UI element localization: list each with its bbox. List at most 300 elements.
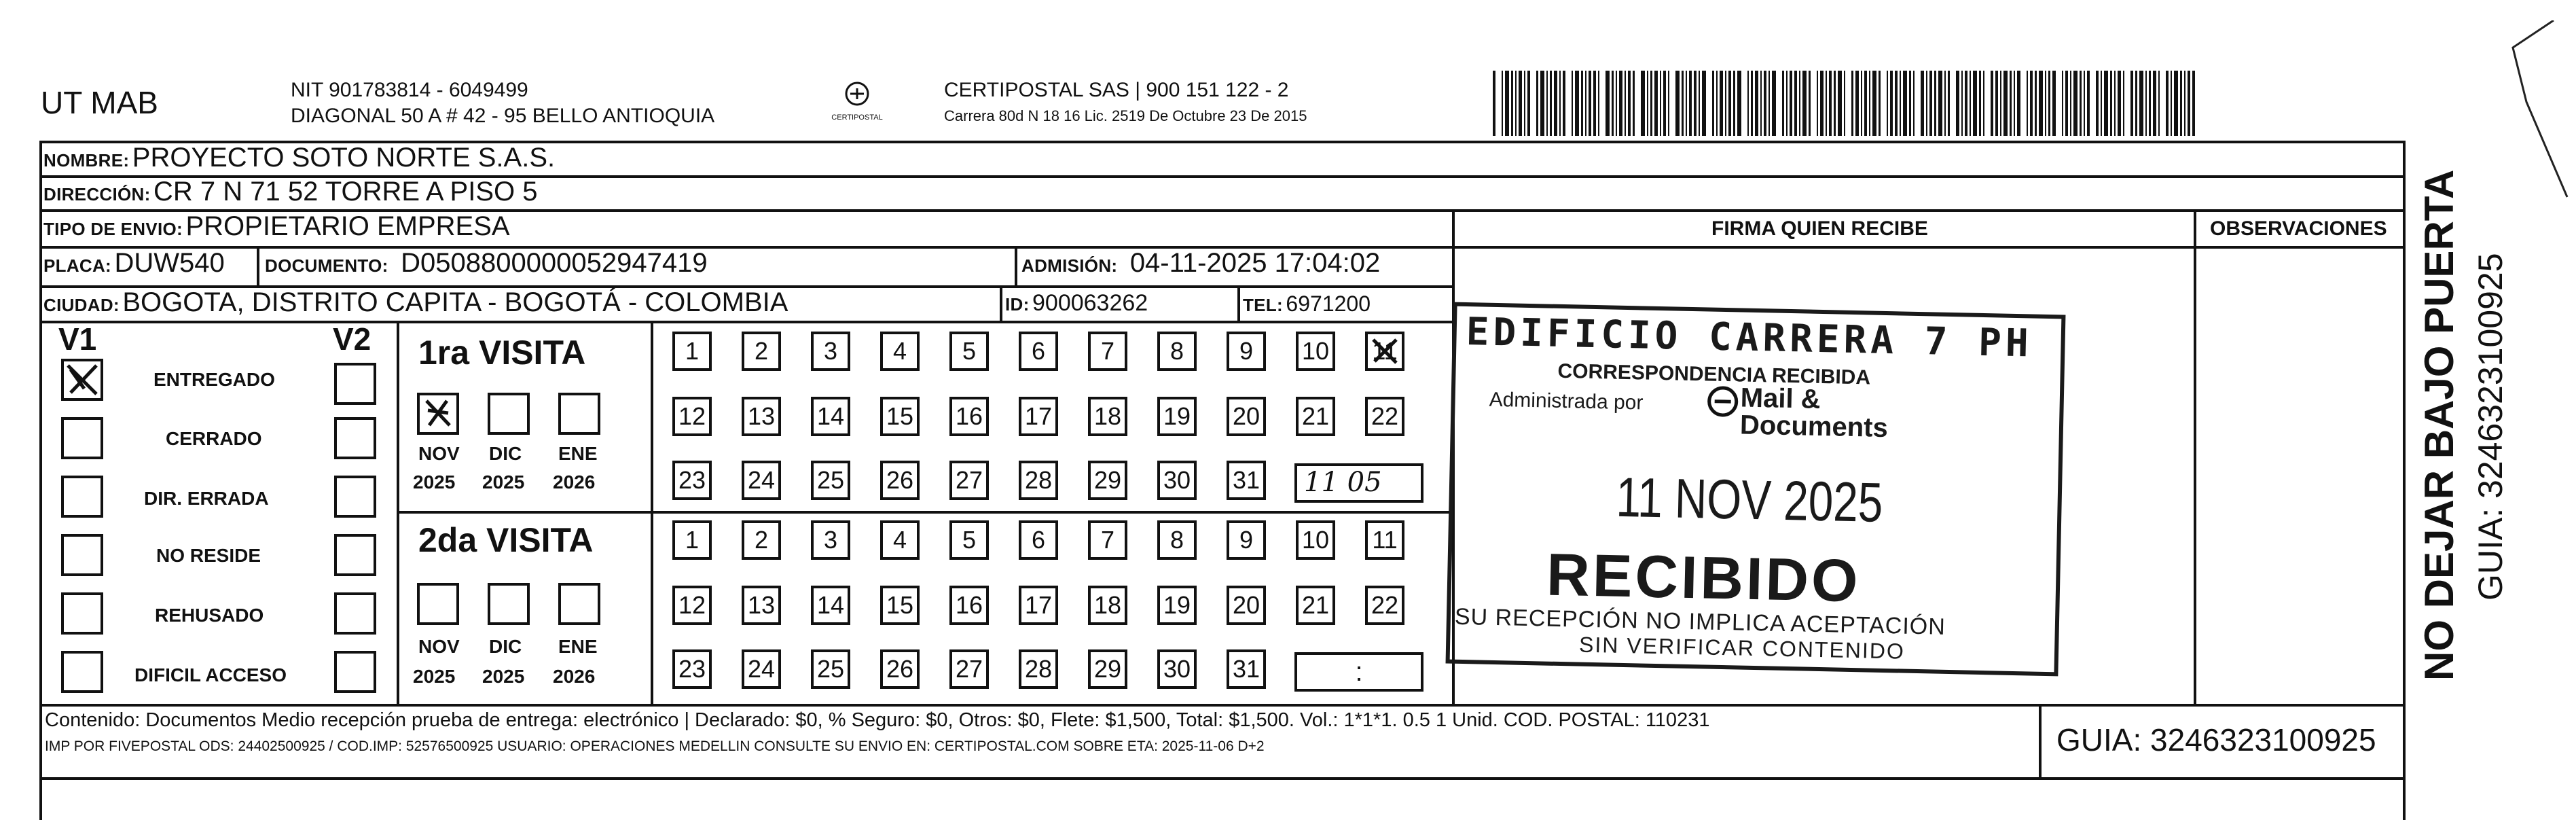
barcode-bar (2171, 71, 2172, 136)
barcode-bar (1554, 71, 1557, 136)
first-visit-title: 1ra VISITA (418, 334, 586, 372)
divider (39, 141, 42, 820)
second-visit-day-18[interactable]: 18 (1088, 586, 1127, 625)
id-value: 900063262 (1032, 290, 1148, 316)
barcode-bar (1728, 71, 1731, 136)
second-visit-day-1[interactable]: 1 (672, 520, 712, 560)
barcode-bar (1970, 71, 1971, 136)
second-visit-day-12[interactable]: 12 (672, 586, 712, 625)
second-visit-day-25[interactable]: 25 (811, 649, 850, 689)
stamp-admin: Administrada por (1489, 388, 1644, 414)
barcode-bar (1493, 71, 1495, 136)
certipostal-logo (823, 79, 891, 126)
barcode-bar (2101, 71, 2102, 136)
barcode-bar (2123, 71, 2124, 136)
first-visit-day-16[interactable]: 16 (949, 397, 989, 436)
barcode-bar (2087, 71, 2090, 136)
barcode-bar (1628, 71, 1631, 136)
barcode-bar (2153, 71, 2156, 136)
barcode-bar (1606, 71, 1610, 136)
barcode-bar (2070, 71, 2071, 136)
barcode-bar (1786, 71, 1788, 136)
barcode-bar (1956, 71, 1959, 136)
divider (397, 511, 1453, 514)
first-visit-day-9[interactable]: 9 (1227, 332, 1266, 371)
tipo-envio-row (43, 213, 510, 240)
second-visit-year-dic: 2025 (482, 666, 525, 687)
v2-checkbox-rehusado[interactable] (334, 592, 376, 635)
id-row (1005, 291, 1148, 315)
nombre-value: PROYECTO SOTO NORTE S.A.S. (132, 143, 556, 173)
v1-checkbox-entregado[interactable] (61, 359, 103, 401)
torn-edge-icon (2499, 20, 2575, 245)
barcode-bar (1973, 71, 1977, 136)
barcode-bar (1575, 71, 1579, 136)
barcode-bar (2017, 71, 2020, 136)
barcode-bar (1654, 71, 1658, 136)
barcode-bar (1585, 71, 1586, 136)
first-visit-month-ene-box[interactable] (558, 393, 600, 435)
tel-value: 6971200 (1286, 291, 1371, 316)
barcode-bar (1991, 71, 1993, 136)
barcode-bar (2188, 71, 2190, 136)
barcode-bar (1550, 71, 1552, 136)
first-visit-day-29[interactable]: 29 (1088, 461, 1127, 500)
reception-stamp (1446, 302, 2066, 677)
second-visit-day-28[interactable]: 28 (1019, 649, 1058, 689)
tipo-envio-label: TIPO DE ENVIO: (43, 219, 183, 239)
barcode-bar (1961, 71, 1963, 136)
status-entregado: ENTREGADO (153, 369, 275, 390)
tel-label: TEL: (1243, 295, 1283, 315)
second-visit-month-nov-box[interactable] (417, 583, 459, 625)
documento-row (265, 249, 708, 277)
barcode-bar (2084, 71, 2085, 136)
barcode-bar (2000, 71, 2001, 136)
barcode-bar (1733, 71, 1735, 136)
barcode-bar (1934, 71, 1936, 136)
barcode-bar (1737, 71, 1741, 136)
ciudad-label: CIUDAD: (43, 295, 120, 315)
second-visit-day-5[interactable]: 5 (949, 520, 989, 560)
barcode (1493, 71, 2213, 136)
barcode-bar (2003, 71, 2008, 136)
barcode-bar (1650, 71, 1652, 136)
first-visit-day-27[interactable]: 27 (949, 461, 989, 500)
first-visit-day-1[interactable]: 1 (672, 332, 712, 371)
first-visit-year-ene: 2026 (553, 471, 596, 493)
barcode-bar (1782, 71, 1784, 136)
second-visit-day-8[interactable]: 8 (1157, 520, 1197, 560)
barcode-bar (1519, 71, 1522, 136)
first-visit-month-nov: NOV (418, 443, 460, 464)
barcode-bar (1747, 71, 1749, 136)
sender-name: UT MAB (41, 85, 158, 120)
stamp-note1: SU RECEPCIÓN NO IMPLICA ACEPTACIÓN (1454, 603, 1946, 640)
first-visit-year-nov: 2025 (413, 471, 456, 493)
barcode-bar (1844, 71, 1845, 136)
stamp-brand-line1: Mail & (1740, 382, 1821, 414)
second-visit-day-21[interactable]: 21 (1296, 586, 1335, 625)
second-visit-month-ene-box[interactable] (558, 583, 600, 625)
second-visit-day-19[interactable]: 19 (1157, 586, 1197, 625)
barcode-bar (1760, 71, 1762, 136)
first-visit-month-dic-box[interactable] (488, 393, 530, 435)
barcode-bar (1895, 71, 1898, 136)
second-visit-day-11[interactable]: 11 (1365, 520, 1404, 560)
barcode-bar (1625, 71, 1626, 136)
barcode-bar (1938, 71, 1942, 136)
barcode-bar (1948, 71, 1950, 136)
barcode-bar (1720, 71, 1723, 136)
barcode-bar (1619, 71, 1622, 136)
v1-checkbox-dificil-acceso[interactable] (61, 651, 103, 693)
nombre-row (43, 144, 555, 171)
second-visit-day-29[interactable]: 29 (1088, 649, 1127, 689)
barcode-bar (2110, 71, 2112, 136)
footer-imp: IMP POR FIVEPOSTAL ODS: 24402500925 / COD.IMP: 52576500925 USUARIO: OPERACIONES MEDELLIN CONSULTE SU ENVIO EN: CERTIPOSTAL.COM SOBRE ETA: 2025-11-06 D+2 (45, 738, 1265, 754)
divider (2403, 141, 2406, 820)
barcode-bar (1909, 71, 1911, 136)
barcode-bar (1716, 71, 1718, 136)
first-visit-day-22[interactable]: 22 (1365, 397, 1404, 436)
first-visit-day-2[interactable]: 2 (742, 332, 781, 371)
first-visit-day-24[interactable]: 24 (742, 461, 781, 500)
first-visit-day-11[interactable]: 11 (1365, 332, 1404, 371)
barcode-bar (1689, 71, 1692, 136)
barcode-bar (2073, 71, 2078, 136)
divider (1000, 285, 1002, 321)
second-visit-month-nov: NOV (418, 636, 460, 657)
first-visit-day-3[interactable]: 3 (811, 332, 850, 371)
stamp-recibido: RECIBIDO (1546, 540, 1862, 615)
second-visit-month-dic: DIC (489, 636, 522, 657)
second-visit-time-box[interactable]: : (1294, 652, 1423, 692)
barcode-bar (1686, 71, 1687, 136)
barcode-bar (1820, 71, 1824, 136)
second-visit-day-2[interactable]: 2 (742, 520, 781, 560)
stamp-building: EDIFICIO CARRERA 7 PH (1466, 310, 2033, 366)
barcode-bar (2158, 71, 2160, 136)
barcode-bar (2118, 71, 2121, 136)
barcode-bar (2184, 71, 2185, 136)
second-visit-day-26[interactable]: 26 (880, 649, 920, 689)
barcode-bar (2048, 71, 2050, 136)
first-visit-day-17[interactable]: 17 (1019, 397, 1058, 436)
barcode-bar (2080, 71, 2082, 136)
barcode-bar (1855, 71, 1859, 136)
first-visit-day-5[interactable]: 5 (949, 332, 989, 371)
divider (39, 704, 2406, 707)
barcode-bar (1768, 71, 1770, 136)
admision-row (1021, 249, 1380, 277)
first-visit-day-30[interactable]: 30 (1157, 461, 1197, 500)
barcode-bar (1589, 71, 1591, 136)
v1-checkbox-dir-errada[interactable] (61, 476, 103, 518)
v2-checkbox-entregado[interactable] (334, 363, 376, 405)
first-visit-day-21[interactable]: 21 (1296, 397, 1335, 436)
status-cerrado: CERRADO (166, 428, 262, 449)
logo-text: CERTIPOSTAL (831, 113, 883, 122)
barcode-bar (1890, 71, 1893, 136)
divider (39, 321, 1453, 323)
barcode-bar (1879, 71, 1881, 136)
first-visit-year-dic: 2025 (482, 471, 525, 493)
divider (2039, 704, 2042, 780)
first-visit-month-nov-box[interactable] (417, 393, 459, 435)
barcode-bar (1900, 71, 1901, 136)
barcode-bar (1921, 71, 1924, 136)
barcode-bar (1660, 71, 1661, 136)
barcode-bar (1826, 71, 1827, 136)
barcode-bar (1702, 71, 1706, 136)
barcode-bar (2045, 71, 2046, 136)
v2-checkbox-dir-errada[interactable] (334, 476, 376, 518)
barcode-bar (1851, 71, 1853, 136)
direccion-value: CR 7 N 71 52 TORRE A PISO 5 (153, 177, 538, 207)
first-visit-day-12[interactable]: 12 (672, 397, 712, 436)
divider (2194, 209, 2196, 704)
barcode-bar (1725, 71, 1726, 136)
first-visit-day-23[interactable]: 23 (672, 461, 712, 500)
v2-label: V2 (333, 321, 371, 357)
tipo-envio-value: PROPIETARIO EMPRESA (185, 211, 510, 241)
barcode-bar (1612, 71, 1614, 136)
barcode-bar (1515, 71, 1517, 136)
barcode-bar (1536, 71, 1538, 136)
barcode-bar (2174, 71, 2178, 136)
barcode-bar (1764, 71, 1766, 136)
admision-value: 04-11-2025 17:04:02 (1129, 248, 1381, 278)
v2-checkbox-dificil-acceso[interactable] (334, 651, 376, 693)
barcode-bar (2065, 71, 2068, 136)
barcode-bar (1913, 71, 1915, 136)
v2-checkbox-cerrado[interactable] (334, 417, 376, 459)
first-visit-time-box[interactable] (1294, 463, 1423, 503)
barcode-bar (1802, 71, 1807, 136)
first-visit-day-8[interactable]: 8 (1157, 332, 1197, 371)
barcode-bar (1559, 71, 1561, 136)
barcode-bar (2192, 71, 2195, 136)
second-visit-day-31[interactable]: 31 (1227, 649, 1266, 689)
second-visit-day-27[interactable]: 27 (949, 649, 989, 689)
v1-checkbox-rehusado[interactable] (61, 592, 103, 635)
barcode-bar (1581, 71, 1583, 136)
stamp-date: 11 NOV 2025 (1615, 466, 1884, 534)
barcode-bar (1712, 71, 1714, 136)
check-mark-icon (64, 361, 101, 398)
barcode-bar (1772, 71, 1776, 136)
second-visit-day-23[interactable]: 23 (672, 649, 712, 689)
barcode-bar (1944, 71, 1946, 136)
barcode-bar (1572, 71, 1573, 136)
first-visit-day-31[interactable]: 31 (1227, 461, 1266, 500)
second-visit-day-20[interactable]: 20 (1227, 586, 1266, 625)
barcode-bar (1527, 71, 1530, 136)
barcode-bar (1755, 71, 1758, 136)
stamp-brand-line2: Documents (1739, 410, 1889, 444)
admision-label: ADMISIÓN: (1021, 255, 1118, 276)
barcode-bar (1829, 71, 1832, 136)
direccion-row (43, 178, 537, 205)
second-visit-day-14[interactable]: 14 (811, 586, 850, 625)
barcode-bar (1926, 71, 1927, 136)
placa-label: PLACA: (43, 255, 112, 276)
ciudad-row (43, 289, 788, 316)
second-visit-day-4[interactable]: 4 (880, 520, 920, 560)
id-label: ID: (1005, 294, 1030, 315)
barcode-bar (1751, 71, 1753, 136)
first-visit-day-14[interactable]: 14 (811, 397, 850, 436)
second-visit-day-15[interactable]: 15 (880, 586, 920, 625)
second-visit-day-22[interactable]: 22 (1365, 586, 1404, 625)
barcode-bar (1983, 71, 1984, 136)
second-visit-day-9[interactable]: 9 (1227, 520, 1266, 560)
barcode-bar (1790, 71, 1792, 136)
barcode-bar (1799, 71, 1800, 136)
barcode-bar (1794, 71, 1797, 136)
divider (39, 777, 2406, 780)
sender-address: DIAGONAL 50 A # 42 - 95 BELLO ANTIOQUIA (291, 105, 715, 127)
barcode-bar (1834, 71, 1836, 136)
nombre-label: NOMBRE: (43, 150, 130, 171)
company-license: Carrera 80d N 18 16 Lic. 2519 De Octubre 23 De 2015 (944, 107, 1307, 124)
second-visit-day-3[interactable]: 3 (811, 520, 850, 560)
barcode-bar (2062, 71, 2063, 136)
barcode-bar (1817, 71, 1818, 136)
first-visit-day-13[interactable]: 13 (742, 397, 781, 436)
documento-label: DOCUMENTO: (265, 255, 388, 276)
barcode-bar (1809, 71, 1811, 136)
barcode-bar (1647, 71, 1648, 136)
direccion-label: DIRECCIÓN: (43, 184, 151, 204)
barcode-bar (1929, 71, 1932, 136)
second-visit-month-dic-box[interactable] (488, 583, 530, 625)
footer-contenido: Contenido: Documentos Medio recepción prueba de entrega: electrónico | Declarado: $0, % Seguro: $0, Otros: $0, Flete: $1,500, Total: $1,500. Vol.: 1*1*1. 0.5 1 Unid. COD. POSTAL: 110231 (45, 709, 1710, 731)
barcode-bar (1872, 71, 1876, 136)
barcode-bar (1694, 71, 1697, 136)
barcode-bar (1979, 71, 1981, 136)
divider (651, 321, 653, 704)
barcode-bar (1663, 71, 1666, 136)
status-dificil-acceso: DIFICIL ACCESO (134, 664, 287, 685)
barcode-bar (2139, 71, 2143, 136)
barcode-bar (1505, 71, 1509, 136)
first-visit-day-15[interactable]: 15 (880, 397, 920, 436)
second-visit-day-13[interactable]: 13 (742, 586, 781, 625)
second-visit-day-7[interactable]: 7 (1088, 520, 1127, 560)
status-rehusado: REHUSADO (155, 605, 264, 626)
second-visit-month-ene: ENE (558, 636, 598, 657)
second-visit-day-30[interactable]: 30 (1157, 649, 1197, 689)
barcode-bar (1675, 71, 1680, 136)
barcode-bar (2030, 71, 2033, 136)
first-visit-day-19[interactable]: 19 (1157, 397, 1197, 436)
placa-value: DUW540 (114, 248, 225, 278)
ciudad-value: BOGOTA, DISTRITO CAPITA - BOGOTÁ - COLOMBIA (122, 287, 788, 317)
barcode-bar (1861, 71, 1862, 136)
v1-checkbox-cerrado[interactable] (61, 417, 103, 459)
second-visit-day-10[interactable]: 10 (1296, 520, 1335, 560)
barcode-bar (1668, 71, 1669, 136)
second-visit-year-nov: 2025 (413, 666, 456, 687)
first-visit-day-10[interactable]: 10 (1296, 332, 1335, 371)
barcode-bar (1864, 71, 1867, 136)
check-mark-icon (1368, 334, 1402, 368)
first-visit-day-18[interactable]: 18 (1088, 397, 1127, 436)
stamp-correspondence: CORRESPONDENCIA RECIBIDA (1557, 359, 1871, 389)
first-visit-month-ene: ENE (558, 443, 598, 464)
barcode-bar (1682, 71, 1684, 136)
v1-checkbox-no-reside[interactable] (61, 534, 103, 576)
barcode-bar (2145, 71, 2147, 136)
firma-header: FIRMA QUIEN RECIBE (1711, 217, 1928, 240)
first-visit-day-4[interactable]: 4 (880, 332, 920, 371)
barcode-bar (2039, 71, 2043, 136)
barcode-bar (2135, 71, 2137, 136)
barcode-bar (2130, 71, 2133, 136)
side-warning: NO DEJAR BAJO PUERTA (2416, 169, 2462, 681)
barcode-bar (1502, 71, 1503, 136)
barcode-bar (1641, 71, 1645, 136)
barcode-bar (1616, 71, 1617, 136)
company-name: CERTIPOSTAL SAS | 900 151 122 - 2 (944, 79, 1289, 101)
second-visit-day-6[interactable]: 6 (1019, 520, 1058, 560)
tel-row (1243, 293, 1371, 315)
first-visit-day-28[interactable]: 28 (1019, 461, 1058, 500)
divider (1015, 246, 1017, 285)
barcode-bar (2014, 71, 2015, 136)
second-visit-day-24[interactable]: 24 (742, 649, 781, 689)
barcode-bar (2180, 71, 2182, 136)
barcode-bar (1546, 71, 1548, 136)
barcode-bar (1540, 71, 1544, 136)
barcode-bar (2166, 71, 2169, 136)
mail-documents-logo-icon (1706, 385, 1739, 418)
first-visit-day-20[interactable]: 20 (1227, 397, 1266, 436)
second-visit-title: 2da VISITA (418, 521, 594, 559)
barcode-bar (1511, 71, 1513, 136)
barcode-bar (1869, 71, 1870, 136)
first-visit-day-6[interactable]: 6 (1019, 332, 1058, 371)
check-mark-icon (420, 395, 456, 432)
second-visit-day-17[interactable]: 17 (1019, 586, 1058, 625)
barcode-bar (1524, 71, 1525, 136)
second-visit-day-16[interactable]: 16 (949, 586, 989, 625)
first-visit-day-25[interactable]: 25 (811, 461, 850, 500)
first-visit-day-26[interactable]: 26 (880, 461, 920, 500)
footer-guia: GUIA: 3246323100925 (2056, 722, 2376, 757)
barcode-bar (2010, 71, 2012, 136)
stamp-note2: SIN VERIFICAR CONTENIDO (1578, 632, 1906, 664)
barcode-bar (1887, 71, 1888, 136)
documento-value: D0508800000052947419 (401, 248, 708, 278)
barcode-bar (1633, 71, 1635, 136)
barcode-bar (1838, 71, 1842, 136)
barcode-bar (1903, 71, 1907, 136)
barcode-bar (2114, 71, 2116, 136)
barcode-bar (1995, 71, 1998, 136)
handwritten-time: 11 05 (1304, 467, 1382, 498)
first-visit-day-7[interactable]: 7 (1088, 332, 1127, 371)
v2-checkbox-no-reside[interactable] (334, 534, 376, 576)
placa-row (43, 249, 225, 277)
barcode-bar (2096, 71, 2099, 136)
status-dir-errada: DIR. ERRADA (144, 488, 269, 509)
barcode-bar (2027, 71, 2028, 136)
barcode-bar (2052, 71, 2056, 136)
status-no-reside: NO RESIDE (156, 545, 261, 566)
